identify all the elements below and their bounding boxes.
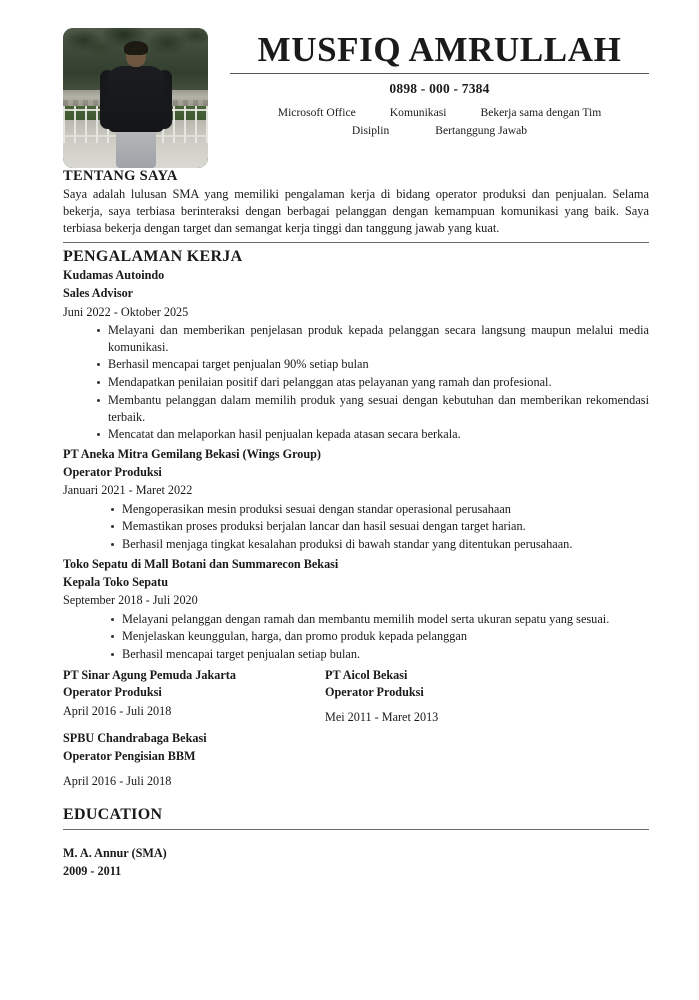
- resume-content: [0, 168, 699, 881]
- job-company: Toko Sepatu di Mall Botani dan Summarecon Bekasi: [63, 556, 339, 571]
- job-role: Operator Produksi: [63, 685, 162, 700]
- job-bullet: Berhasil menjaga tingkat kesalahan produksi di bawah standar yang ditentukan perusahaan.: [111, 536, 649, 553]
- job-bullet: Mengoperasikan mesin produksi sesuai dengan standar operasional perusahaan: [111, 501, 649, 518]
- education-years: 2009 - 2011: [63, 864, 122, 879]
- job-company: PT Aneka Mitra Gemilang Bekasi (Wings Group): [63, 447, 321, 462]
- job-company: Kudamas Autoindo: [63, 268, 165, 283]
- skill-item: Komunikasi: [389, 105, 447, 119]
- experience-left-column: [63, 666, 325, 790]
- experience-item: [63, 446, 649, 553]
- job-bullets: [63, 611, 649, 663]
- photo-person-torso: [108, 66, 164, 132]
- section-about: [63, 168, 649, 237]
- education-item: [63, 844, 649, 881]
- job-company: SPBU Chandrabaga Bekasi: [63, 731, 207, 746]
- candidate-name: MUSFIQ AMRULLAH: [257, 30, 622, 69]
- job-role: Operator Pengisian BBM: [63, 749, 196, 764]
- about-text: Saya adalah lulusan SMA yang memiliki pengalaman kerja di bidang operator produksi dan penjualan. Selama bekerja, saya terbiasa berinteraksi dengan berbagai pelanggan dengan kemampuan komunikasi yang baik. Saya terbiasa bekerja dengan target dan semangat kerja tinggi dan tanggung jawab yang kuat.: [63, 187, 649, 236]
- job-role: Sales Advisor: [63, 286, 134, 301]
- section-divider-experience: [63, 242, 649, 243]
- photo-person: [63, 28, 208, 168]
- job-bullet: Menjelaskan keunggulan, harga, dan promo produk kepada pelanggan: [111, 628, 649, 645]
- skills-row-2: [230, 124, 649, 137]
- job-dates: September 2018 - Juli 2020: [63, 593, 198, 608]
- job-bullet: Membantu pelanggan dalam memilih produk yang sesuai dengan kebutuhan dan memberikan rekomendasi terbaik.: [97, 392, 649, 425]
- job-company: PT Aicol Bekasi: [325, 667, 408, 682]
- experience-right-column: [325, 666, 649, 790]
- section-experience: [63, 248, 649, 790]
- experience-title: PENGALAMAN KERJA: [63, 248, 243, 266]
- job-bullet: Memastikan proses produksi berjalan lancar dan hasil sesuai dengan target harian.: [111, 518, 649, 535]
- skill-item: Disiplin: [351, 123, 390, 137]
- section-divider-education: [63, 829, 649, 830]
- resume-header: [0, 0, 699, 168]
- header-text-block: [208, 28, 649, 142]
- job-bullet: Melayani pelanggan dengan ramah dan membantu memilih model serta ukuran sepatu yang sesuai.: [111, 611, 649, 628]
- experience-item: [325, 667, 649, 727]
- header-divider: [230, 73, 649, 74]
- job-bullets: [63, 501, 649, 553]
- photo-person-hair: [124, 41, 148, 55]
- about-title: TENTANG SAYA: [63, 168, 178, 184]
- job-bullet: Berhasil mencapai target penjualan setiap bulan.: [111, 646, 649, 663]
- job-role: Operator Produksi: [325, 685, 424, 700]
- job-dates: April 2016 - Juli 2018: [63, 704, 172, 719]
- job-bullet: Berhasil mencapai target penjualan 90% setiap bulan: [97, 356, 649, 373]
- skills-row-1: [230, 106, 649, 119]
- education-school: M. A. Annur (SMA): [63, 846, 167, 861]
- job-bullet: Melayani dan memberikan penjelasan produk kepada pelanggan secara langsung maupun melalui media komunikasi.: [97, 322, 649, 355]
- job-bullet: Mendapatkan penilaian positif dari pelanggan atas pelayanan yang ramah dan profesional.: [97, 374, 649, 391]
- profile-photo-image: [63, 28, 208, 168]
- job-dates: Mei 2011 - Maret 2013: [325, 710, 439, 725]
- experience-item: [63, 667, 325, 721]
- job-dates: Juni 2022 - Oktober 2025: [63, 304, 189, 319]
- experience-item: [63, 730, 325, 790]
- skill-item: Microsoft Office: [277, 105, 356, 119]
- job-role: Operator Produksi: [63, 464, 162, 479]
- job-dates: April 2016 - Juli 2018: [63, 773, 172, 788]
- education-title: EDUCATION: [63, 806, 163, 824]
- skill-item: Bekerja sama dengan Tim: [480, 105, 602, 119]
- experience-two-column: [63, 666, 649, 790]
- job-bullet: Mencatat dan melaporkan hasil penjualan kepada atasan secara berkala.: [97, 426, 649, 443]
- photo-person-legs: [116, 129, 156, 168]
- job-bullets: [63, 322, 649, 443]
- section-education: [63, 806, 649, 881]
- job-role: Kepala Toko Sepatu: [63, 574, 168, 589]
- job-company: PT Sinar Agung Pemuda Jakarta: [63, 667, 236, 682]
- experience-item: [63, 556, 649, 663]
- profile-photo: [63, 28, 208, 168]
- experience-item: [63, 267, 649, 443]
- skill-item: Bertanggung Jawab: [435, 123, 528, 137]
- phone-number: 0898 - 000 - 7384: [389, 80, 490, 96]
- job-dates: Januari 2021 - Maret 2022: [63, 483, 193, 498]
